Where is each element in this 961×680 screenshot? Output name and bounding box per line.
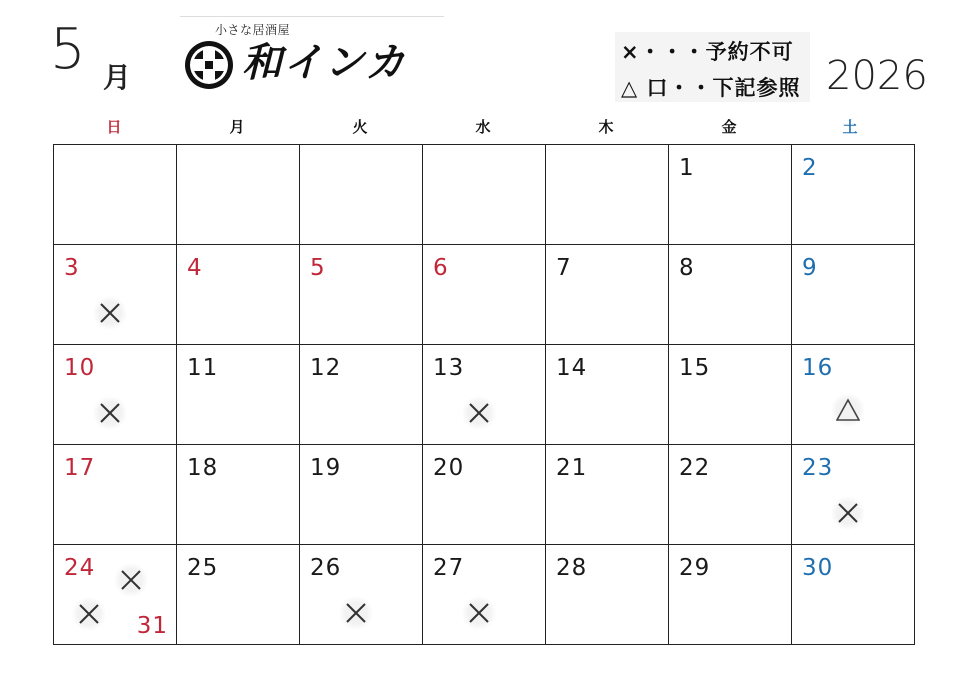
day-number: 28 — [556, 555, 588, 581]
weekday-mon: 月 — [229, 118, 245, 136]
calendar-day-cell — [546, 145, 669, 245]
weekday-tue: 火 — [352, 118, 368, 136]
calendar-day-cell — [669, 445, 792, 545]
day-number: 15 — [679, 355, 711, 381]
calendar-day-cell — [423, 245, 546, 345]
weekday-header — [53, 116, 911, 136]
calendar-day-cell — [177, 245, 300, 345]
day-number: 3 — [64, 255, 80, 281]
weekday-fri: 金 — [721, 118, 737, 136]
month-number: 5 — [50, 17, 86, 82]
calendar-day-cell — [54, 245, 177, 345]
logo-subtitle: 小さな居酒屋 — [215, 23, 291, 37]
day-number: 14 — [556, 355, 588, 381]
calendar-week-row — [54, 245, 915, 345]
calendar-day-cell — [54, 345, 177, 445]
day-number: 1 — [679, 155, 695, 181]
cross-icon — [831, 496, 865, 530]
day-number: 30 — [802, 555, 834, 581]
day-number: 5 — [310, 255, 326, 281]
weekday-thu: 木 — [598, 118, 614, 136]
cross-icon — [462, 396, 496, 430]
calendar-week-row — [54, 545, 915, 645]
weekday-wed: 水 — [475, 118, 491, 136]
day-number: 16 — [802, 355, 834, 381]
calendar-day-cell — [177, 445, 300, 545]
calendar-day-cell — [792, 445, 915, 545]
day-number: 8 — [679, 255, 695, 281]
calendar-day-cell — [177, 545, 300, 645]
cross-icon — [93, 296, 127, 330]
calendar-week-row — [54, 445, 915, 545]
calendar-day-cell — [423, 545, 546, 645]
day-number: 31 — [136, 613, 168, 639]
weekday-sat: 土 — [842, 118, 858, 136]
day-number: 20 — [433, 455, 465, 481]
calendar-day-cell — [546, 245, 669, 345]
legend — [615, 32, 810, 102]
legend-unavailable: ×・・・予約不可 — [621, 40, 794, 64]
logo-name: 和インカ — [242, 39, 406, 86]
calendar-day-cell — [792, 345, 915, 445]
calendar-day-cell — [669, 245, 792, 345]
day-number: 2 — [802, 155, 818, 181]
calendar-grid — [53, 144, 915, 645]
day-number: 17 — [64, 455, 96, 481]
month-kanji: 月 — [103, 61, 132, 94]
calendar-day-cell — [300, 145, 423, 245]
day-number: 26 — [310, 555, 342, 581]
calendar-day-cell — [54, 445, 177, 545]
day-number: 27 — [433, 555, 465, 581]
day-number: 11 — [187, 355, 219, 381]
triangle-icon — [831, 393, 865, 427]
day-number: 24 — [64, 555, 96, 581]
calendar-day-cell — [177, 145, 300, 245]
calendar-week-row — [54, 145, 915, 245]
day-number: 25 — [187, 555, 219, 581]
day-number: 19 — [310, 455, 342, 481]
cross-icon — [462, 596, 496, 630]
calendar-day-cell — [177, 345, 300, 445]
calendar-day-cell — [423, 145, 546, 245]
calendar-day-cell — [669, 345, 792, 445]
calendar-day-cell — [792, 145, 915, 245]
calendar-day-cell — [546, 445, 669, 545]
family-crest-icon — [183, 39, 235, 91]
calendar-day-cell — [423, 345, 546, 445]
calendar-day-cell — [423, 445, 546, 545]
calendar-day-cell — [669, 145, 792, 245]
weekday-sun: 日 — [106, 118, 122, 136]
cross-icon — [93, 396, 127, 430]
day-number: 12 — [310, 355, 342, 381]
day-number: 22 — [679, 455, 711, 481]
calendar-day-cell — [300, 245, 423, 345]
legend-see-below: △ 口・・下記参照 — [621, 76, 801, 100]
day-number: 23 — [802, 455, 834, 481]
day-number: 18 — [187, 455, 219, 481]
year: 2026 — [826, 53, 928, 99]
day-number: 21 — [556, 455, 588, 481]
cross-icon — [339, 596, 373, 630]
calendar-day-cell — [669, 545, 792, 645]
calendar-day-cell — [546, 345, 669, 445]
day-number: 13 — [433, 355, 465, 381]
calendar-day-cell — [300, 545, 423, 645]
calendar-day-cell — [300, 345, 423, 445]
calendar-day-cell — [546, 545, 669, 645]
calendar-day-cell — [792, 245, 915, 345]
cross-icon — [114, 563, 148, 597]
cross-icon — [72, 597, 106, 631]
calendar-day-cell — [54, 145, 177, 245]
day-number: 9 — [802, 255, 818, 281]
day-number: 4 — [187, 255, 203, 281]
day-number: 6 — [433, 255, 449, 281]
calendar-day-cell — [300, 445, 423, 545]
logo — [180, 16, 444, 101]
calendar-week-row — [54, 345, 915, 445]
calendar-day-cell — [792, 545, 915, 645]
calendar-day-cell — [54, 545, 177, 645]
day-number: 7 — [556, 255, 572, 281]
day-number: 10 — [64, 355, 96, 381]
day-number: 29 — [679, 555, 711, 581]
